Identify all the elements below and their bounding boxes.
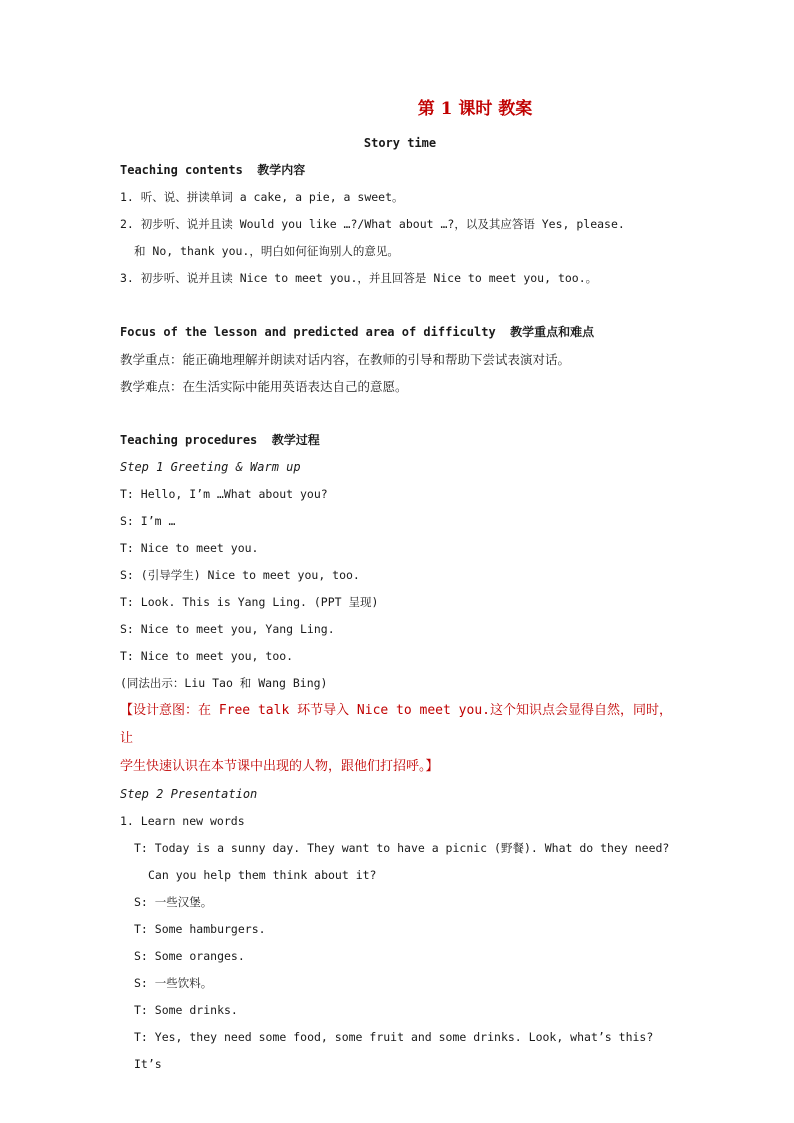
page-title: 第 1 课时 教案 <box>417 99 533 119</box>
contents-item-2-cont: 和 No, thank you.，明白如何征询别人的意见。 <box>134 244 399 258</box>
focus-difficulty: 教学难点：在生活实际中能用英语表达自己的意愿。 <box>120 379 408 394</box>
focus-heading: Focus of the lesson and predicted area of difficulty 教学重点和难点 <box>120 325 595 339</box>
step-2-subheading: 1. Learn new words <box>120 814 245 828</box>
spacer <box>120 292 680 319</box>
contents-item-3: 3. 初步听、说并且读 Nice to meet you.，并且回答是 Nice to meet you, too.。 <box>120 271 598 285</box>
step-2-line: S: 一些汉堡。 <box>134 895 213 909</box>
spacer <box>120 400 680 427</box>
contents-item-2: 2. 初步听、说并且读 Would you like …?/What about …?，以及其应答语 Yes, please. <box>120 217 625 231</box>
step-1-line: S: Nice to meet you, Yang Ling. <box>120 622 335 636</box>
step-1-line: S: (引导学生) Nice to meet you, too. <box>120 568 360 582</box>
step-1-title: Step 1 Greeting & Warm up <box>120 460 301 474</box>
step-1-line: T: Hello, I’m …What about you? <box>120 487 328 501</box>
design-intent-note: 【设计意图：在 Free talk 环节导入 Nice to meet you.这个知识点会显得自然，同时，让 <box>120 703 672 746</box>
step-2-line: T: Some hamburgers. <box>134 922 266 936</box>
lesson-plan-page <box>120 96 680 1078</box>
step-2-title: Step 2 Presentation <box>120 787 258 801</box>
step-1-line: S: I’m … <box>120 514 176 528</box>
teaching-contents-heading: Teaching contents 教学内容 <box>120 163 306 177</box>
step-1-line: (同法出示：Liu Tao 和 Wang Bing) <box>120 676 328 690</box>
step-2-line: T: Yes, they need some food, some fruit and some drinks. Look, what’s this? It’s <box>134 1030 661 1071</box>
step-2-line: T: Some drinks. <box>134 1003 238 1017</box>
focus-key-point: 教学重点：能正确地理解并朗读对话内容，在教师的引导和帮助下尝试表演对话。 <box>120 352 571 367</box>
step-2-line: S: 一些饮料。 <box>134 976 213 990</box>
contents-item-1: 1. 听、说、拼读单词 a cake, a pie, a sweet。 <box>120 190 404 204</box>
step-1-line: T: Look. This is Yang Ling. (PPT 呈现) <box>120 595 379 609</box>
step-2-line: Can you help them think about it? <box>148 868 377 882</box>
procedures-heading: Teaching procedures 教学过程 <box>120 433 320 447</box>
step-2-line: S: Some oranges. <box>134 949 245 963</box>
page-subtitle: Story time <box>363 136 437 150</box>
step-1-line: T: Nice to meet you. <box>120 541 259 555</box>
design-intent-note-cont: 学生快速认识在本节课中出现的人物，跟他们打招呼。】 <box>120 759 439 774</box>
step-1-line: T: Nice to meet you, too. <box>120 649 294 663</box>
step-2-line: T: Today is a sunny day. They want to have a picnic (野餐). What do they need? <box>134 841 670 855</box>
